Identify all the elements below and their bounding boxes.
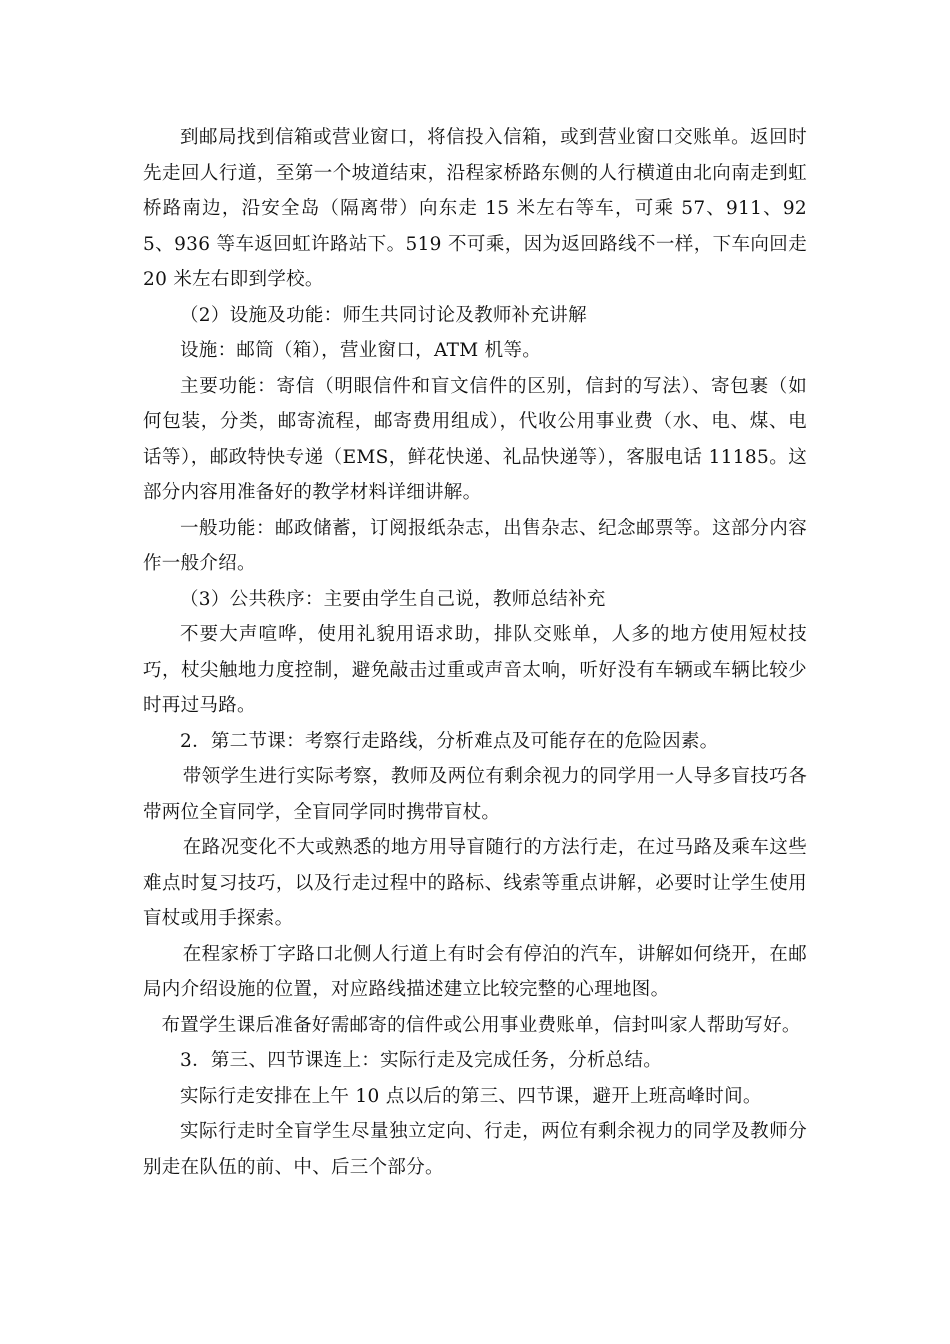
paragraph-route-description: 到邮局找到信箱或营业窗口，将信投入信箱，或到营业窗口交账单。返回时先走回人行道，至第一个坡道结束，沿程家桥路东侧的人行横道由北向南走到虹桥路南边，沿安全岛（隔离带）向东走 15 米左右等车，可乘 57、911、925、936 等车返回虹许路站下。519 不可乘，因为返回路线不一样，下车向回走 20 米左右即到学校。 [143, 127, 807, 290]
paragraph-public-order: 不要大声喧哗，使用礼貌用语求助，排队交账单，人多的地方使用短杖技巧，杖尖触地力度控制，避免敲击过重或声音太响，听好没有车辆或车辆比较少时再过马路。 [143, 624, 807, 716]
paragraph-second-lesson-heading: 2．第二节课：考察行走路线，分析难点及可能存在的危险因素。 [180, 730, 719, 752]
paragraph-walking-arrangement: 实际行走时全盲学生尽量独立定向、行走，两位有剩余视力的同学及教师分别走在队伍的前、中、后三个部分。 [143, 1121, 807, 1178]
paragraph-field-survey: 带领学生进行实际考察，教师及两位有剩余视力的同学用一人导多盲技巧各带两位全盲同学，全盲同学同时携带盲杖。 [143, 766, 807, 823]
document-body [143, 120, 807, 1185]
paragraph-facilities: 设施：邮筒（箱），营业窗口，ATM 机等。 [180, 340, 542, 361]
paragraph-facilities-heading: （2）设施及功能：师生共同讨论及教师补充讲解 [180, 304, 587, 326]
paragraph-public-order-heading: （3）公共秩序：主要由学生自己说，教师总结补充 [180, 588, 606, 610]
paragraph-parked-cars: 在程家桥丁字路口北侧人行道上有时会有停泊的汽车，讲解如何绕开，在邮局内介绍设施的位置，对应路线描述建立比较完整的心理地图。 [143, 943, 807, 1000]
paragraph-guided-walking: 在路况变化不大或熟悉的地方用导盲随行的方法行走，在过马路及乘车这些难点时复习技巧，以及行走过程中的路标、线索等重点讲解，必要时让学生使用盲杖或用手探索。 [143, 837, 807, 929]
paragraph-general-functions: 一般功能：邮政储蓄，订阅报纸杂志，出售杂志、纪念邮票等。这部分内容作一般介绍。 [143, 517, 807, 574]
paragraph-third-lesson-heading: 3．第三、四节课连上：实际行走及完成任务，分析总结。 [180, 1050, 663, 1071]
paragraph-schedule: 实际行走安排在上午 10 点以后的第三、四节课，避开上班高峰时间。 [180, 1085, 762, 1107]
paragraph-main-functions: 主要功能：寄信（明眼信件和盲文信件的区别，信封的写法）、寄包裹（如何包装，分类，邮寄流程，邮寄费用组成），代收公用事业费（水、电、煤、电话等），邮政特快专递（EMS，鲜花快递、礼品快递等），客服电话 11185。这部分内容用准备好的教学材料详细讲解。 [143, 375, 807, 503]
paragraph-homework: 布置学生课后准备好需邮寄的信件或公用事业费账单，信封叫家人帮助写好。 [161, 1014, 801, 1036]
